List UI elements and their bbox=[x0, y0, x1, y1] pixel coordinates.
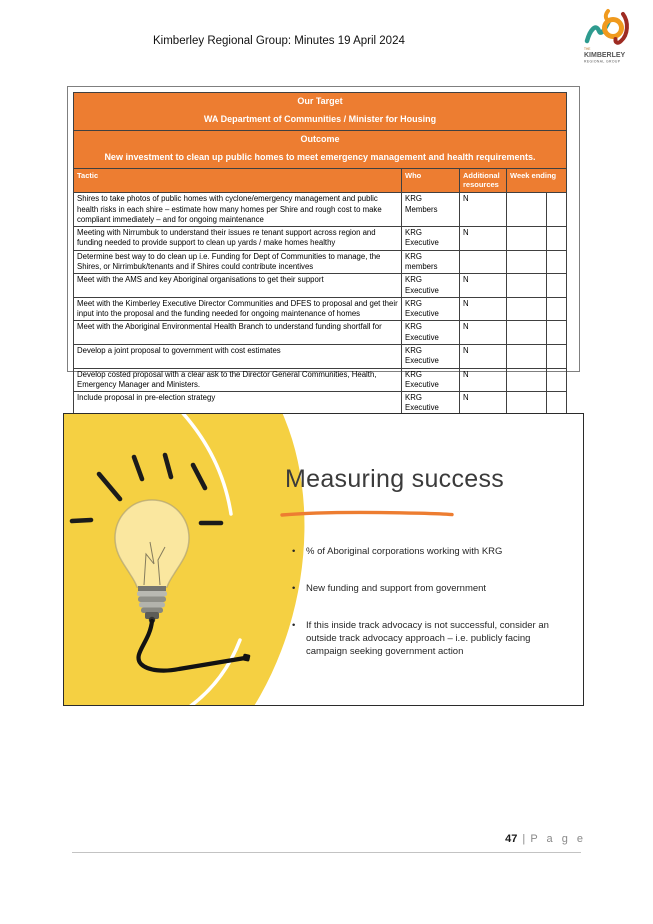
cell-additional: N bbox=[460, 297, 507, 321]
cell-week-ending-1 bbox=[507, 344, 547, 368]
cell-who: KRG Executive bbox=[402, 321, 460, 345]
col-header-tactic: Tactic bbox=[74, 168, 402, 193]
table-band-outcome bbox=[74, 130, 567, 168]
krg-logo-icon bbox=[582, 7, 638, 67]
slide-bullet-list bbox=[292, 545, 554, 682]
cell-week-ending-1 bbox=[507, 274, 547, 298]
title-underline-stroke bbox=[279, 510, 455, 518]
cell-additional: N bbox=[460, 193, 507, 227]
table-row bbox=[74, 297, 567, 321]
col-header-additional-resources: Additional resources bbox=[460, 168, 507, 193]
cell-who: KRG Executive bbox=[402, 297, 460, 321]
col-header-week-ending: Week ending bbox=[507, 168, 567, 193]
table-row bbox=[74, 344, 567, 368]
table-band-target bbox=[74, 93, 567, 131]
cell-tactic: Determine best way to do clean up i.e. Funding for Dept of Communities to manage, the Shires, or Nirrimbuk/tenants and if Shires could contribute incentives bbox=[74, 250, 402, 274]
cell-week-ending-1 bbox=[507, 227, 547, 251]
logo-text-the: THE bbox=[584, 47, 591, 51]
doc-title: Kimberley Regional Group: Minutes 19 April 2024 bbox=[153, 35, 405, 47]
cell-who: KRG Executive bbox=[402, 368, 460, 392]
cell-who: KRG Members bbox=[402, 193, 460, 227]
cell-week-ending-2 bbox=[547, 193, 567, 227]
table-row bbox=[74, 392, 567, 416]
cell-tactic: Develop a joint proposal to government with cost estimates bbox=[74, 344, 402, 368]
col-header-who: Who bbox=[402, 168, 460, 193]
cell-who: KRG Executive bbox=[402, 227, 460, 251]
cell-additional: N bbox=[460, 274, 507, 298]
list-item bbox=[292, 582, 554, 595]
table-row bbox=[74, 227, 567, 251]
bullet-text: New funding and support from government bbox=[306, 583, 487, 594]
cell-week-ending-1 bbox=[507, 250, 547, 274]
table-row bbox=[74, 368, 567, 392]
cell-week-ending-1 bbox=[507, 321, 547, 345]
cell-additional: N bbox=[460, 368, 507, 392]
cell-who: KRG Executive bbox=[402, 392, 460, 416]
bullet-text: If this inside track advocacy is not successful, consider an outside track advocacy approach – i.e. publicly facing campaign seeking government action bbox=[306, 620, 549, 657]
band-outcome-subtitle: New investment to clean up public homes to meet emergency management and health requirements. bbox=[104, 151, 536, 162]
logo-text-kimberley: KIMBERLEY bbox=[584, 52, 626, 59]
bullet-marker: • bbox=[292, 620, 296, 631]
table-row bbox=[74, 193, 567, 227]
footer-divider-line bbox=[72, 852, 581, 853]
cell-week-ending-2 bbox=[547, 227, 567, 251]
cell-tactic: Meet with the AMS and key Aboriginal organisations to get their support bbox=[74, 274, 402, 298]
cell-additional: N bbox=[460, 321, 507, 345]
cell-who: KRG Executive bbox=[402, 274, 460, 298]
cell-tactic: Meeting with Nirrumbuk to understand their issues re tenant support across region and funding needed to provide support to clean up yards / make homes healthy bbox=[74, 227, 402, 251]
band-target-subtitle: WA Department of Communities / Minister for Housing bbox=[203, 113, 437, 124]
slide-title: Measuring success bbox=[285, 465, 505, 493]
list-item bbox=[292, 619, 554, 658]
logo-text-regional-group: REGIONAL GROUP bbox=[584, 59, 621, 64]
cell-additional: N bbox=[460, 344, 507, 368]
footer-page-label: P a g e bbox=[530, 833, 586, 845]
cell-additional: N bbox=[460, 227, 507, 251]
cell-tactic: Include proposal in pre-election strategy bbox=[74, 392, 402, 416]
cell-week-ending-1 bbox=[507, 392, 547, 416]
minutes-table bbox=[73, 92, 567, 416]
band-target-title: Our Target bbox=[297, 96, 343, 106]
table-row bbox=[74, 250, 567, 274]
page-number: 47 bbox=[505, 833, 518, 845]
cell-week-ending-2 bbox=[547, 368, 567, 392]
table-column-headers bbox=[74, 168, 567, 193]
cell-tactic: Shires to take photos of public homes with cyclone/emergency management and public health risks in each shire – estimate how many homes per Shire and rough cost to make compliant immediately – and for ongoing maintenance bbox=[74, 193, 402, 227]
cell-week-ending-1 bbox=[507, 193, 547, 227]
cell-week-ending-2 bbox=[547, 344, 567, 368]
cell-week-ending-2 bbox=[547, 392, 567, 416]
cell-week-ending-2 bbox=[547, 297, 567, 321]
slide-image bbox=[63, 413, 584, 706]
cell-week-ending-2 bbox=[547, 321, 567, 345]
cell-week-ending-1 bbox=[507, 368, 547, 392]
list-item bbox=[292, 545, 554, 558]
cell-who: KRG members bbox=[402, 250, 460, 274]
cell-who: KRG Executive bbox=[402, 344, 460, 368]
bullet-marker: • bbox=[292, 546, 296, 557]
cell-tactic: Meet with the Kimberley Executive Director Communities and DFES to proposal and get their input into the proposal and the funding needed for ongoing maintenance of homes bbox=[74, 297, 402, 321]
cell-week-ending-2 bbox=[547, 250, 567, 274]
cell-tactic: Develop costed proposal with a clear ask to the Director General Communities, Health, Emergency Manager and Ministers. bbox=[74, 368, 402, 392]
cell-week-ending-2 bbox=[547, 274, 567, 298]
table-row bbox=[74, 274, 567, 298]
band-outcome-title: Outcome bbox=[300, 133, 340, 144]
cell-tactic: Meet with the Aboriginal Environmental Health Branch to understand funding shortfall for bbox=[74, 321, 402, 345]
bullet-text: % of Aboriginal corporations working with KRG bbox=[306, 546, 503, 557]
cell-additional: N bbox=[460, 392, 507, 416]
minutes-table-frame bbox=[67, 86, 580, 413]
footer-separator: | bbox=[522, 833, 526, 845]
bullet-marker: • bbox=[292, 583, 296, 594]
page-footer bbox=[0, 833, 586, 845]
table-row bbox=[74, 321, 567, 345]
cell-week-ending-1 bbox=[507, 297, 547, 321]
cell-additional bbox=[460, 250, 507, 274]
